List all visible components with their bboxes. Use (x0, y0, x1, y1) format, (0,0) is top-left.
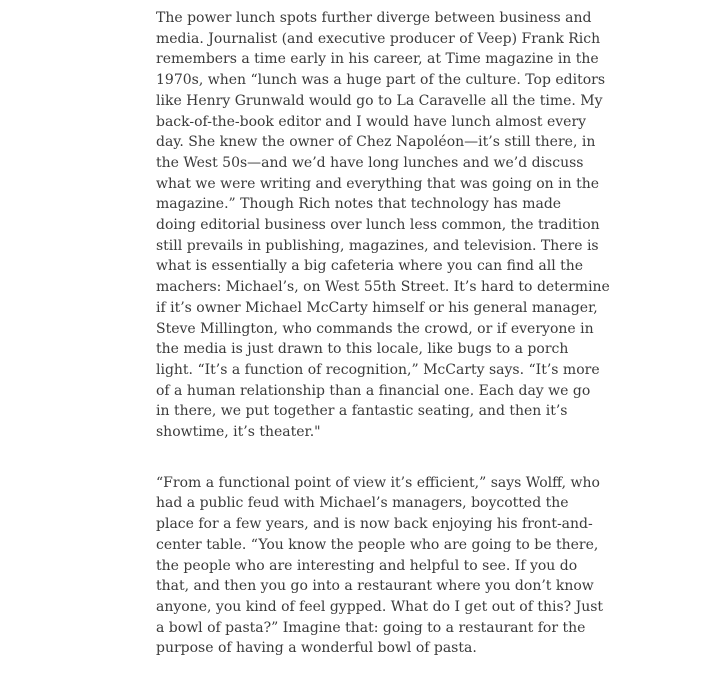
text-line: still prevails in publishing, magazines, and television. There is (156, 237, 599, 254)
text-line: media. Journalist (and executive producer of Veep) Frank Rich (156, 30, 601, 47)
text-line: magazine.” Though Rich notes that technology has made (156, 196, 562, 213)
text-line: a bowl of pasta?” Imagine that: going to a restaurant for the (156, 619, 586, 636)
text-line: doing editorial business over lunch less common, the tradition (156, 217, 600, 234)
text-line: back-of-the-book editor and I would have lunch almost every (156, 113, 587, 130)
text-line: that, and then you go into a restaurant where you don’t know (156, 578, 594, 595)
text-line: the West 50s—and we’d have long lunches and we’d discuss (156, 154, 584, 171)
article-body (156, 8, 610, 659)
text-line: the media is just drawn to this locale, like bugs to a porch (156, 341, 569, 358)
text-line: remembers a time early in his career, at Time magazine in the (156, 51, 599, 68)
text-line: machers: Michael’s, on West 55th Street. It’s hard to determine (156, 279, 610, 296)
text-line: the people who are interesting and helpful to see. If you do (156, 557, 578, 574)
text-line: in there, we put together a fantastic seating, and then it’s (156, 403, 568, 420)
text-line: place for a few years, and is now back enjoying his front-and- (156, 516, 593, 533)
text-line: what is essentially a big cafeteria where you can find all the (156, 258, 584, 275)
text-line: anyone, you kind of feel gypped. What do I get out of this? Just (156, 598, 604, 615)
text-line: day. She knew the owner of Chez Napoléon—it’s still there, in (156, 134, 596, 151)
text-line: purpose of having a wonderful bowl of pasta. (156, 640, 477, 657)
text-line: The power lunch spots further diverge between business and (156, 10, 592, 26)
text-line: like Henry Grunwald would go to La Caravelle all the time. My (156, 92, 603, 109)
text-line: had a public feud with Michael’s managers, boycotted the (156, 495, 569, 512)
paragraph-1 (156, 8, 610, 443)
text-line: of a human relationship than a financial one. Each day we go (156, 382, 591, 399)
text-line: light. “It’s a function of recognition,” McCarty says. “It’s more (156, 361, 600, 378)
text-line: showtime, it’s theater." (156, 424, 321, 441)
text-line: center table. “You know the people who are going to be there, (156, 536, 599, 553)
text-line: “From a functional point of view it’s efficient,” says Wolff, who (156, 474, 600, 491)
paragraph-2 (156, 473, 604, 659)
text-line: 1970s, when “lunch was a huge part of the culture. Top editors (156, 72, 606, 89)
text-line: Steve Millington, who commands the crowd, or if everyone in (156, 320, 594, 337)
text-line: if it’s owner Michael McCarty himself or his general manager, (156, 299, 598, 316)
text-line: what we were writing and everything that was going on in the (156, 175, 600, 192)
